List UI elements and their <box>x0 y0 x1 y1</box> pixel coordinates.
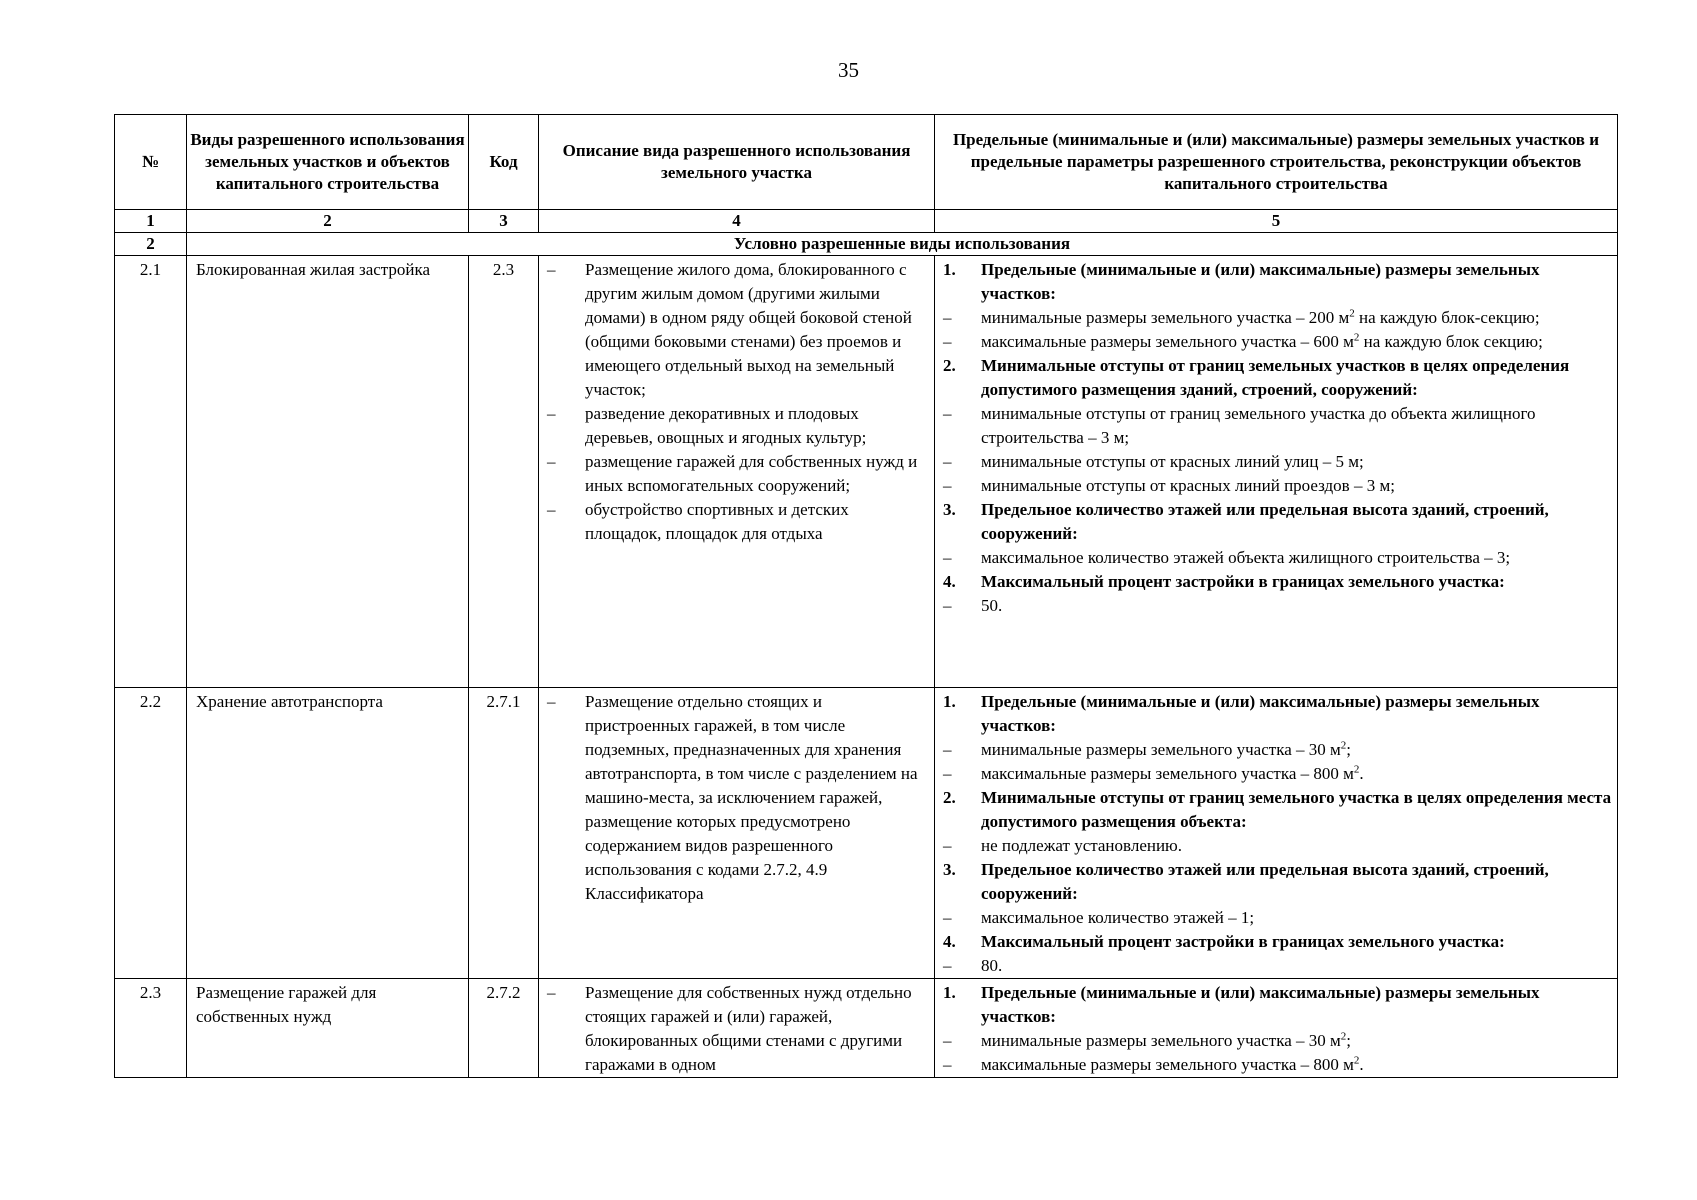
column-number: 4 <box>539 210 935 233</box>
dash-marker: – <box>943 452 952 471</box>
parameter-heading <box>943 930 1613 954</box>
use-type-name: Блокированная жилая застройка <box>187 256 469 688</box>
description-item <box>547 258 928 402</box>
column-number: 1 <box>115 210 187 233</box>
parameter-text: Минимальные отступы от границ земельного участка в целях определения места допустимого размещения объекта: <box>981 788 1612 831</box>
parameter-text: Предельное количество этажей или предельная высота зданий, строений, сооружений: <box>981 500 1549 543</box>
dash-marker: – <box>547 500 556 519</box>
use-type-name: Размещение гаражей для собственных нужд <box>187 979 469 1078</box>
parameters <box>935 688 1618 979</box>
use-code: 2.7.2 <box>469 979 539 1078</box>
parameter-heading <box>943 354 1613 402</box>
parameters <box>935 256 1618 688</box>
section-title: Условно разрешенные виды использования <box>187 233 1618 256</box>
item-number: 1. <box>943 692 956 711</box>
parameter-text: минимальные отступы от красных линий проездов – 3 м; <box>981 476 1395 495</box>
parameter-text: минимальные размеры земельного участка – 200 $м^2$ на каждую блок-секцию; <box>981 307 1540 327</box>
section-row <box>115 233 1618 256</box>
parameter-item <box>943 306 1613 330</box>
table-body <box>115 256 1618 1078</box>
parameter-text: Максимальный процент застройки в границах земельного участка: <box>981 572 1505 591</box>
parameter-text: минимальные отступы от границ земельного участка до объекта жилищного строительства – 3 м; <box>981 404 1536 447</box>
description-item <box>547 402 928 450</box>
use-code: 2.3 <box>469 256 539 688</box>
parameter-text: минимальные размеры земельного участка – 30 $м^2$; <box>981 739 1351 759</box>
parameter-text: Предельные (минимальные и (или) максимальные) размеры земельных участков: <box>981 692 1540 735</box>
item-number: 2. <box>943 356 956 375</box>
dash-marker: – <box>943 764 952 783</box>
section-number: 2 <box>115 233 187 256</box>
parameter-item <box>943 1029 1613 1053</box>
parameter-heading <box>943 570 1613 594</box>
parameter-item <box>943 906 1613 930</box>
description-item <box>547 981 928 1077</box>
parameter-text: максимальное количество этажей объекта жилищного строительства – 3; <box>981 548 1511 567</box>
column-number: 5 <box>935 210 1618 233</box>
dash-marker: – <box>547 983 556 1002</box>
parameter-heading <box>943 690 1613 738</box>
dash-marker: – <box>943 740 952 759</box>
description-text: Размещение отдельно стоящих и пристроенных гаражей, в том числе подземных, предназначенных для хранения автотранспорта, в том числе с разделением на машино-места, за исключением гаражей, размещение которых предусмотрено содержанием видов разрешенного использования с кодами 2.7.2, 4.9 Классификатора <box>585 692 918 903</box>
description-text: размещение гаражей для собственных нужд и иных вспомогательных сооружений; <box>585 452 918 495</box>
parameter-item <box>943 738 1613 762</box>
header-description: Описание вида разрешенного использования земельного участка <box>539 115 935 210</box>
description-item <box>547 450 928 498</box>
header-parameters: Предельные (минимальные и (или) максимальные) размеры земельных участков и предельные параметры разрешенного строительства, реконструкции объектов капитального строительства <box>935 115 1618 210</box>
parameter-text: максимальные размеры земельного участка – 800 $м^2$. <box>981 763 1364 783</box>
item-number: 4. <box>943 932 956 951</box>
parameter-heading <box>943 258 1613 306</box>
parameter-item <box>943 834 1613 858</box>
dash-marker: – <box>943 956 952 975</box>
use-type-name: Хранение автотранспорта <box>187 688 469 979</box>
column-number: 3 <box>469 210 539 233</box>
item-number: 2. <box>943 788 956 807</box>
parameter-text: минимальные отступы от красных линий улиц – 5 м; <box>981 452 1364 471</box>
dash-marker: – <box>547 260 556 279</box>
description-item <box>547 690 928 906</box>
parameter-heading <box>943 981 1613 1029</box>
table-header-row <box>115 115 1618 210</box>
dash-marker: – <box>547 452 556 471</box>
row-number: 2.1 <box>115 256 187 688</box>
table-row <box>115 688 1618 979</box>
dash-marker: – <box>943 404 952 423</box>
parameter-heading <box>943 498 1613 546</box>
parameter-item <box>943 474 1613 498</box>
dash-marker: – <box>943 836 952 855</box>
dash-marker: – <box>943 308 952 327</box>
item-number: 1. <box>943 260 956 279</box>
table-row <box>115 256 1618 688</box>
parameter-item <box>943 762 1613 786</box>
parameters <box>935 979 1618 1078</box>
parameter-item <box>943 594 1613 618</box>
parameter-text: 50. <box>981 596 1003 615</box>
column-number: 2 <box>187 210 469 233</box>
description-text: Размещение жилого дома, блокированного с другим жилым домом (другими жилыми домами) в одном ряду общей боковой стеной (общими боковыми стенами) без проемов и имеющего отдельный выход на земельный участок; <box>585 260 912 399</box>
table-row <box>115 979 1618 1078</box>
item-number: 4. <box>943 572 956 591</box>
parameter-item <box>943 954 1613 978</box>
dash-marker: – <box>943 908 952 927</box>
parameter-heading <box>943 858 1613 906</box>
dash-marker: – <box>943 548 952 567</box>
item-number: 1. <box>943 983 956 1002</box>
dash-marker: – <box>547 692 556 711</box>
column-number-row <box>115 210 1618 233</box>
parameter-text: Максимальный процент застройки в границах земельного участка: <box>981 932 1505 951</box>
parameter-text: Предельные (минимальные и (или) максимальные) размеры земельных участков: <box>981 983 1540 1026</box>
parameter-item <box>943 450 1613 474</box>
item-number: 3. <box>943 860 956 879</box>
parameter-item <box>943 546 1613 570</box>
description-item <box>547 498 928 546</box>
description-text: обустройство спортивных и детских площадок, площадок для отдыха <box>585 500 849 543</box>
parameter-text: 80. <box>981 956 1003 975</box>
parameter-text: Предельное количество этажей или предельная высота зданий, строений, сооружений: <box>981 860 1549 903</box>
parameter-text: максимальные размеры земельного участка – 800 $м^2$. <box>981 1054 1364 1074</box>
parameter-item <box>943 330 1613 354</box>
parameter-text: Предельные (минимальные и (или) максимальные) размеры земельных участков: <box>981 260 1540 303</box>
dash-marker: – <box>943 596 952 615</box>
parameter-text: Минимальные отступы от границ земельных участков в целях определения допустимого размещения зданий, строений, сооружений: <box>981 356 1570 399</box>
parameter-item <box>943 1053 1613 1077</box>
row-number: 2.2 <box>115 688 187 979</box>
header-code: Код <box>469 115 539 210</box>
dash-marker: – <box>943 332 952 351</box>
use-description <box>539 256 935 688</box>
parameter-text: максимальное количество этажей – 1; <box>981 908 1255 927</box>
parameter-text: не подлежат установлению. <box>981 836 1183 855</box>
use-description <box>539 688 935 979</box>
header-number: № <box>115 115 187 210</box>
dash-marker: – <box>943 1031 952 1050</box>
use-description <box>539 979 935 1078</box>
header-use-type: Виды разрешенного использования земельных участков и объектов капитального строительства <box>187 115 469 210</box>
parameter-text: минимальные размеры земельного участка – 30 $м^2$; <box>981 1030 1351 1050</box>
description-text: Размещение для собственных нужд отдельно стоящих гаражей и (или) гаражей, блокированных общими стенами с другими гаражами в одном <box>585 983 912 1074</box>
land-use-table <box>114 114 1618 1078</box>
parameter-heading <box>943 786 1613 834</box>
dash-marker: – <box>547 404 556 423</box>
description-text: разведение декоративных и плодовых деревьев, овощных и ягодных культур; <box>585 404 867 447</box>
dash-marker: – <box>943 476 952 495</box>
use-code: 2.7.1 <box>469 688 539 979</box>
item-number: 3. <box>943 500 956 519</box>
parameter-text: максимальные размеры земельного участка – 600 $м^2$ на каждую блок секцию; <box>981 331 1543 351</box>
dash-marker: – <box>943 1055 952 1074</box>
page-number: 35 <box>838 58 859 82</box>
parameter-item <box>943 402 1613 450</box>
row-number: 2.3 <box>115 979 187 1078</box>
